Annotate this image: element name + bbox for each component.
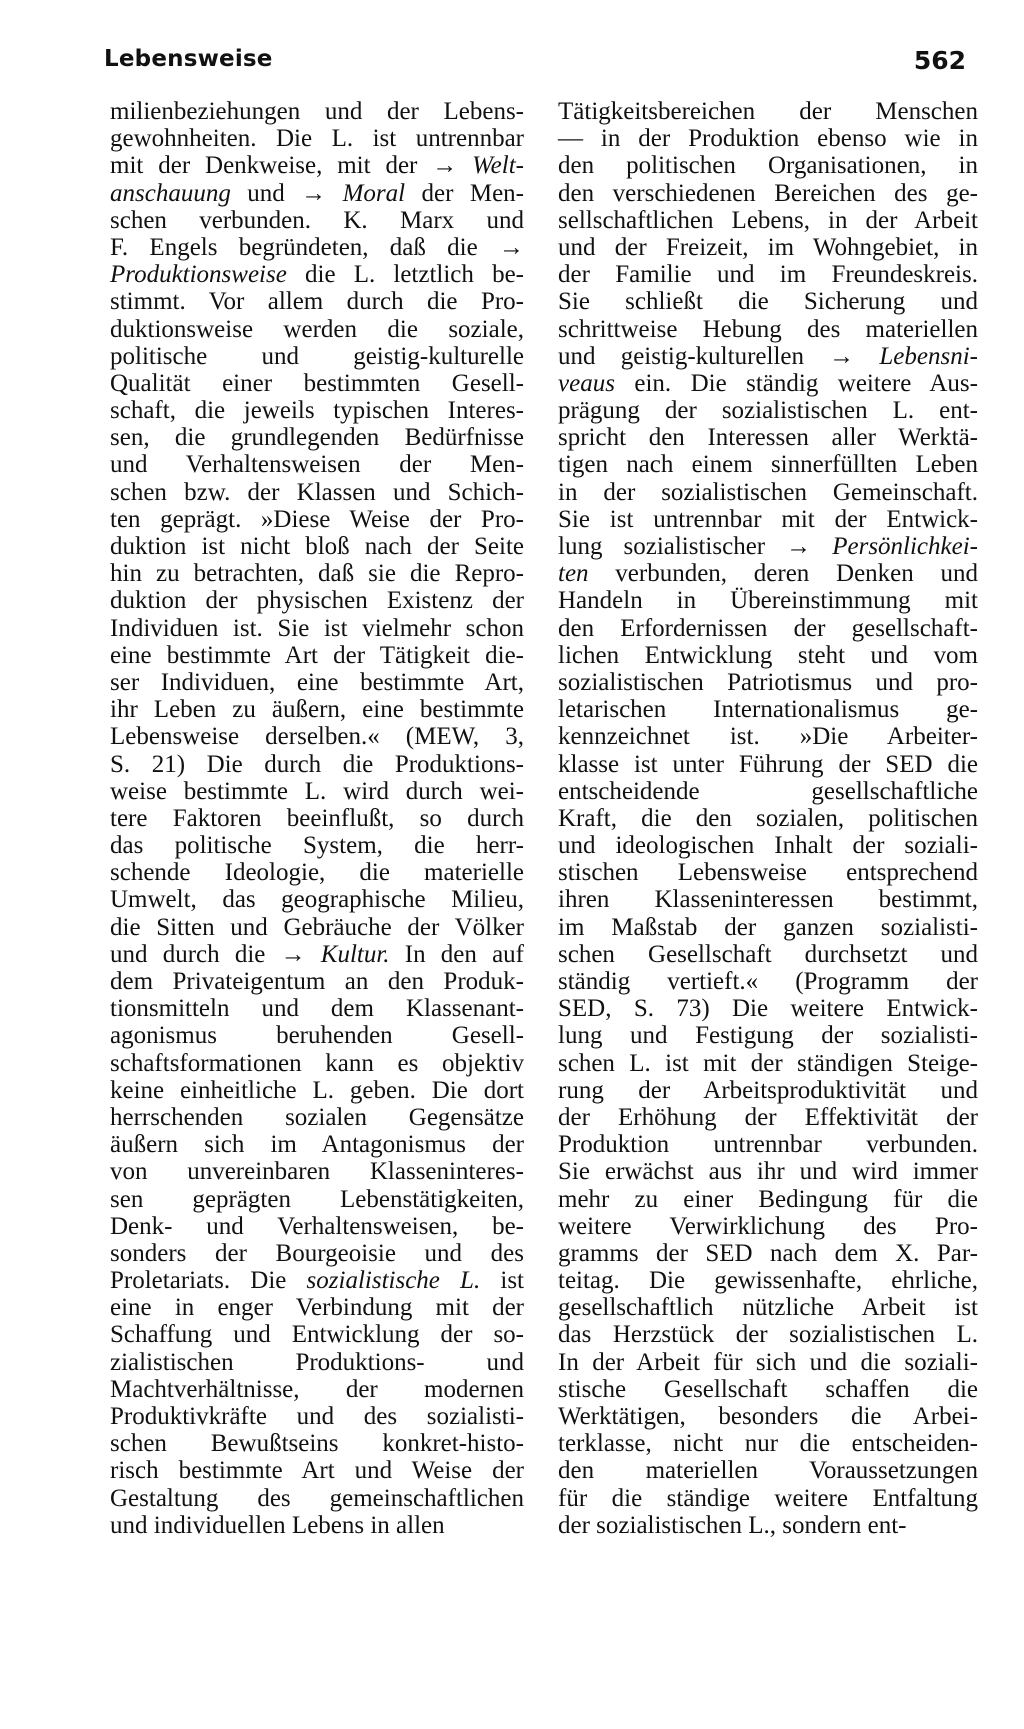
text-run: gramms der SED nach dem X. Par- [558,1239,978,1267]
text-line [110,832,524,859]
text-line [110,1131,524,1158]
text-run: lung sozialistischer → [558,533,833,560]
text-line [558,941,978,968]
text-line [558,533,978,560]
text-run: entscheidende gesellschaftliche [558,777,978,805]
text-line [558,207,978,234]
text-run: tere Faktoren beeinflußt, so durch [110,804,524,832]
text-run: schaftsformationen kann es objektiv [110,1049,524,1077]
text-run: duktionsweise werden die soziale, [110,315,524,343]
text-run: hin zu betrachten, daß sie die Repro- [110,560,524,588]
italic-term: veaus [558,369,615,397]
text-run: In der Arbeit für sich und die soziali- [558,1348,978,1376]
text-run: F. Engels begründeten, daß die → [110,233,524,261]
text-line [558,859,978,886]
text-line [110,1349,524,1376]
text-run: Umwelt, das geographische Milieu, [110,886,524,914]
text-line [558,1430,978,1457]
text-line [110,1267,524,1294]
text-run: verbunden, deren Denken und [588,560,978,588]
text-run: und individuellen Lebens in allen [110,1511,445,1539]
text-run: Kraft, die den sozialen, politischen [558,804,978,832]
text-run: Handeln in Übereinstimmung mit [558,587,978,615]
text-run: risch bestimmte Art und Weise der [110,1457,524,1485]
text-line [558,615,978,642]
running-head: Lebensweise [104,46,273,72]
text-line [110,669,524,696]
text-line [110,587,524,614]
text-run: Produktion untrennbar verbunden. [558,1131,978,1159]
text-line [110,1077,524,1104]
text-run: weitere Verwirklichung des Pro- [558,1212,978,1240]
text-line [558,261,978,288]
text-line [110,316,524,343]
text-run: Sie schließt die Sicherung und [558,288,978,316]
text-line [110,397,524,424]
text-run: milienbeziehungen und der Lebens- [110,98,524,125]
text-line [558,642,978,669]
text-line [558,1131,978,1158]
text-line [110,778,524,805]
text-run: von unvereinbaren Klasseninteres- [110,1158,524,1186]
text-line [558,1240,978,1267]
text-line [558,1186,978,1213]
text-line [558,1321,978,1348]
text-run: sellschaftlichen Lebens, in der Arbeit [558,206,978,234]
text-line [110,424,524,451]
text-line [110,805,524,832]
text-line [110,642,524,669]
text-run: schen Bewußtseins konkret-histo- [110,1430,524,1458]
text-run: mit der Denkweise, mit der → [110,152,473,180]
text-run: schende Ideologie, die materielle [110,859,524,887]
text-line [558,1104,978,1131]
text-line [110,1104,524,1131]
text-run: klasse ist unter Führung der SED die [558,750,978,778]
text-line [110,1321,524,1348]
text-run: agonismus beruhenden Gesell- [110,1022,524,1050]
text-line [110,451,524,478]
text-line [110,1294,524,1321]
text-line [558,125,978,152]
text-run: ser Individuen, eine bestimmte Art, [110,668,524,696]
text-run: teitag. Die gewissenhafte, ehrliche, [558,1267,978,1295]
text-line [110,98,524,125]
text-line [558,696,978,723]
text-run: rung der Arbeitsproduktivität und [558,1076,978,1104]
italic-term: anschauung [110,179,231,207]
page-header [0,46,1024,86]
text-line [110,1050,524,1077]
text-run: S. 21) Die durch die Produktions- [110,750,524,778]
text-line [110,886,524,913]
text-run: Lebensweise derselben.« (MEW, 3, [110,723,524,751]
text-line [558,805,978,832]
text-run: schen Gesellschaft durchsetzt und [558,940,978,968]
text-run: im Maßstab der ganzen sozialisti- [558,913,978,941]
text-run: Gestaltung des gemeinschaftlichen [110,1484,524,1512]
text-run: SED, S. 73) Die weitere Entwick- [558,995,978,1023]
italic-term: Produktionsweise [110,261,287,289]
text-run: Proletariats. Die [110,1267,307,1295]
text-run: der sozialistischen L., sondern ent- [558,1511,907,1539]
text-line [110,343,524,370]
text-run: das politische System, die herr- [110,832,524,860]
text-run: der Erhöhung der Effektivität der [558,1103,978,1131]
text-run: prägung der sozialistischen L. ent- [558,397,978,425]
text-line [558,370,978,397]
text-run: ten geprägt. »Diese Weise der Pro- [110,505,524,533]
text-line [110,914,524,941]
text-run: Tätigkeitsbereichen der Menschen [558,98,978,125]
text-run: kennzeichnet ist. »Die Arbeiter- [558,723,978,751]
text-line [110,152,524,179]
text-line [110,1158,524,1185]
text-line [558,832,978,859]
text-run: Individuen ist. Sie ist vielmehr schon [110,614,524,642]
text-line [558,1457,978,1484]
text-line [110,288,524,315]
text-line [558,995,978,1022]
text-run: und der Freizeit, im Wohngebiet, in [558,233,978,261]
text-run: ist [480,1267,525,1295]
text-line [558,180,978,207]
text-line [110,941,524,968]
text-line [110,696,524,723]
text-run: das Herzstück der sozialistischen L. [558,1321,978,1349]
text-run: sen geprägten Lebenstätigkeiten, [110,1185,524,1213]
text-line [558,751,978,778]
italic-term: Welt- [472,152,524,180]
text-line [110,723,524,750]
text-line [110,479,524,506]
text-run: Qualität einer bestimmten Gesell- [110,369,524,397]
text-run: Denk- und Verhaltensweisen, be- [110,1212,524,1240]
text-run: gewohnheiten. Die L. ist untrennbar [110,125,524,153]
text-line [558,1512,978,1539]
italic-term: Lebensni- [879,342,978,370]
text-line [110,560,524,587]
text-line [558,968,978,995]
text-run: zialistischen Produktions- und [110,1348,524,1376]
text-line [110,207,524,234]
text-run: lichen Entwicklung steht und vom [558,641,978,669]
text-run: duktion der physischen Existenz der [110,587,524,615]
text-line [110,234,524,261]
left-column [110,98,524,1539]
text-line [558,914,978,941]
text-run: Schaffung und Entwicklung der so- [110,1321,524,1349]
text-line [558,1403,978,1430]
text-run: eine in enger Verbindung mit der [110,1294,524,1322]
text-run: sozialistischen Patriotismus und pro- [558,668,978,696]
text-run: ein. Die ständig weitere Aus- [614,369,978,397]
text-run: eine bestimmte Art der Tätigkeit die- [110,641,524,669]
italic-term: sozialistische L. [306,1267,481,1295]
text-line [558,1022,978,1049]
text-run: Sie erwächst aus ihr und wird immer [558,1158,978,1186]
text-line [558,1213,978,1240]
text-run: letarischen Internationalismus ge- [558,696,978,724]
text-run: den materiellen Voraussetzungen [558,1457,978,1485]
italic-term: Persönlichkei- [832,533,978,560]
text-line [110,1376,524,1403]
text-run: — in der Produktion ebenso wie in [558,125,978,153]
text-line [558,560,978,587]
text-run: die Sitten und Gebräuche der Völker [110,913,524,941]
text-run: In den auf [389,940,525,968]
text-run: stische Gesellschaft schaffen die [558,1375,978,1403]
text-run: mehr zu einer Bedingung für die [558,1185,978,1213]
text-run: in der sozialistischen Gemeinschaft. [558,478,978,506]
text-run: schen bzw. der Klassen und Schich- [110,478,524,506]
text-run: Produktivkräfte und des sozialisti- [110,1403,524,1430]
text-line [558,1485,978,1512]
text-run: der Familie und im Freundeskreis. [558,261,978,289]
text-line [110,1022,524,1049]
text-line [558,1294,978,1321]
text-run: äußern sich im Antagonismus der [110,1131,524,1159]
text-line [558,587,978,614]
text-run: den verschiedenen Bereichen des ge- [558,179,978,207]
text-run: schrittweise Hebung des materiellen [558,315,978,343]
text-line [110,1430,524,1457]
text-line [110,1512,524,1539]
text-run: der Men- [405,179,525,207]
text-run: für die ständige weitere Entfaltung [558,1484,978,1512]
text-run: tionsmitteln und dem Klassenant- [110,995,524,1023]
text-line [110,1240,524,1267]
text-line [110,261,524,288]
text-line [558,723,978,750]
text-run: Sie ist untrennbar mit der Entwick- [558,505,978,533]
text-run: und Verhaltensweisen der Men- [110,451,524,479]
text-line [558,479,978,506]
text-line [110,1485,524,1512]
text-run: duktion ist nicht bloß nach der Seite [110,533,524,560]
text-run: sen, die grundlegenden Bedürfnisse [110,424,524,452]
text-run: Werktätigen, besonders die Arbei- [558,1403,978,1430]
text-run: stischen Lebensweise entsprechend [558,859,978,887]
text-run: weise bestimmte L. wird durch wei- [110,777,524,805]
text-line [110,859,524,886]
text-line [558,886,978,913]
text-line [110,533,524,560]
italic-term: Kultur. [320,940,390,968]
text-line [558,669,978,696]
text-run: gesellschaftlich nützliche Arbeit ist [558,1294,978,1322]
text-run: ständig vertieft.« (Programm der [558,968,978,995]
text-run: spricht den Interessen aller Werktä- [558,424,978,452]
text-line [110,1186,524,1213]
text-run: schen L. ist mit der ständigen Steige- [558,1049,978,1077]
text-line [110,370,524,397]
text-run: politische und geistig-kulturelle [110,342,524,370]
text-run: Machtverhältnisse, der modernen [110,1375,524,1403]
text-run: die L. letztlich be- [286,261,524,289]
text-run: stimmt. Vor allem durch die Pro- [110,288,524,316]
italic-term: ten [558,560,589,588]
text-line [558,98,978,125]
text-line [558,451,978,478]
text-line [110,615,524,642]
text-run: lung und Festigung der sozialisti- [558,1022,978,1050]
text-line [558,152,978,179]
text-run: herrschenden sozialen Gegensätze [110,1103,524,1131]
page-number: 562 [913,46,966,75]
text-line [558,316,978,343]
text-line [558,424,978,451]
text-line [558,234,978,261]
text-line [558,1050,978,1077]
text-line [110,1457,524,1484]
text-run: sonders der Bourgeoisie und des [110,1239,524,1267]
text-line [110,1213,524,1240]
text-run: den Erfordernissen der gesellschaft- [558,614,978,642]
text-line [558,1267,978,1294]
text-line [558,397,978,424]
text-line [110,180,524,207]
text-line [110,968,524,995]
text-line [558,506,978,533]
text-run: und geistig-kulturellen → [558,342,880,370]
text-run: und durch die → [110,940,321,968]
text-run: tigen nach einem sinnerfüllten Leben [558,451,978,479]
text-line [558,778,978,805]
text-line [558,288,978,315]
text-line [110,506,524,533]
text-run: und → [230,179,343,207]
text-line [110,751,524,778]
text-run: ihren Klasseninteressen bestimmt, [558,886,978,914]
text-run: dem Privateigentum an den Produk- [110,968,524,995]
text-run: schaft, die jeweils typischen Interes- [110,397,524,425]
text-line [558,1376,978,1403]
text-run: keine einheitliche L. geben. Die dort [110,1076,524,1104]
text-line [558,1158,978,1185]
text-line [110,125,524,152]
italic-term: Moral [342,179,406,207]
text-run: schen verbunden. K. Marx und [110,206,524,234]
text-run: ihr Leben zu äußern, eine bestimmte [110,696,524,724]
text-line [558,343,978,370]
text-line [110,1403,524,1430]
text-line [558,1077,978,1104]
text-line [110,995,524,1022]
text-run: terklasse, nicht nur die entscheiden- [558,1430,978,1458]
text-line [558,1349,978,1376]
right-column [558,98,978,1539]
text-run: und ideologischen Inhalt der soziali- [558,832,978,860]
text-run: den politischen Organisationen, in [558,152,978,180]
